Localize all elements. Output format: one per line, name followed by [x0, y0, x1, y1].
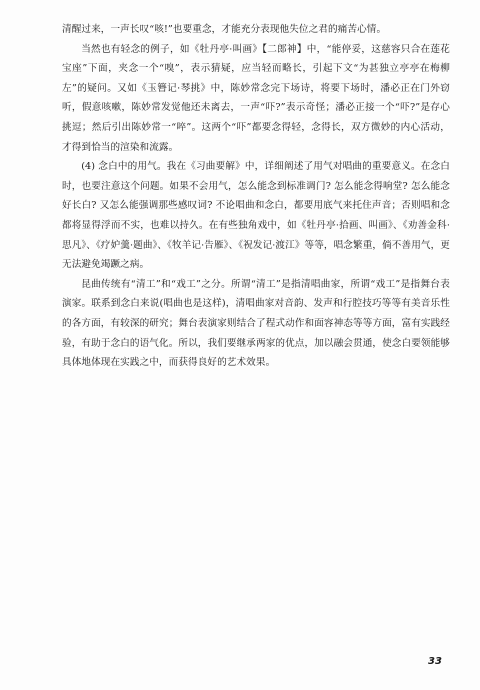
paragraph-qing-gong-xi-gong: 昆曲传统有“清工”和“戏工”之分。所谓“清工”是指清唱曲家，所谓“戏工”是指舞台表演家。联系到念白来说(唱曲也是这样)，清唱曲家对音韵、发声和行腔技巧等等有美音乐性的各方面，有较深的研究；舞台表演家则结合了程式动作和面容神态等等方面，富有实践经验，有助于念白的语气化。所以，我们要继承两家的优点，加以融会贯通，使念白要领能够具体地体现在实践之中，而获得良好的艺术效果。	[62, 278, 450, 369]
page-number: 33	[428, 656, 442, 667]
body-text	[62, 20, 450, 373]
paragraph-breath-control: (4) 念白中的用气。我在《习曲要解》中，详细阐述了用气对唱曲的重要意义。在念白时，也要注意这个问题。如果不会用气，怎么能念到标准调门? 怎么能念得响堂? 怎么能念好长白? 又怎么能强调那些感叹词? 不论唱曲和念白，都要用底气来托住声音；否则唱和念都将显得浮而不实，也难以持久。在有些独角戏中，如《牡丹亭·拾画、叫画》、《劝善金科·思凡》、《疗妒羹·题曲》、《牧羊记·告雁》、《祝发记·渡江》等等，唱念繁重，倘不善用气，更无法避免竭蹶之病。	[62, 161, 450, 271]
paragraph-light-recitation: 当然也有轻念的例子，如《牡丹亭·叫画》【二郎神】中，“能停妥，这慈容只合在莲花宝座”下面，夹念一个“嗅”，表示猜疑，应当轻而略长，引起下文“为甚独立亭亭在梅柳左”的疑问。又如《玉簪记·琴挑》中，陈妙常念完下场诗，将要下场时，潘必正在门外窃听，假意咳嗽，陈妙常发觉他还未离去，一声“吓?”表示奇怪；潘必正接一个“吓?”是存心挑逗；然后引出陈妙常一“啐”。这两个“吓”都要念得轻，念得长，双方微妙的内心活动，才得到恰当的渲染和流露。	[62, 43, 450, 153]
paragraph-continuation: 清醒过来，一声长叹“咳!”也要重念，才能充分表现他失位之君的痛苦心情。	[62, 24, 387, 35]
